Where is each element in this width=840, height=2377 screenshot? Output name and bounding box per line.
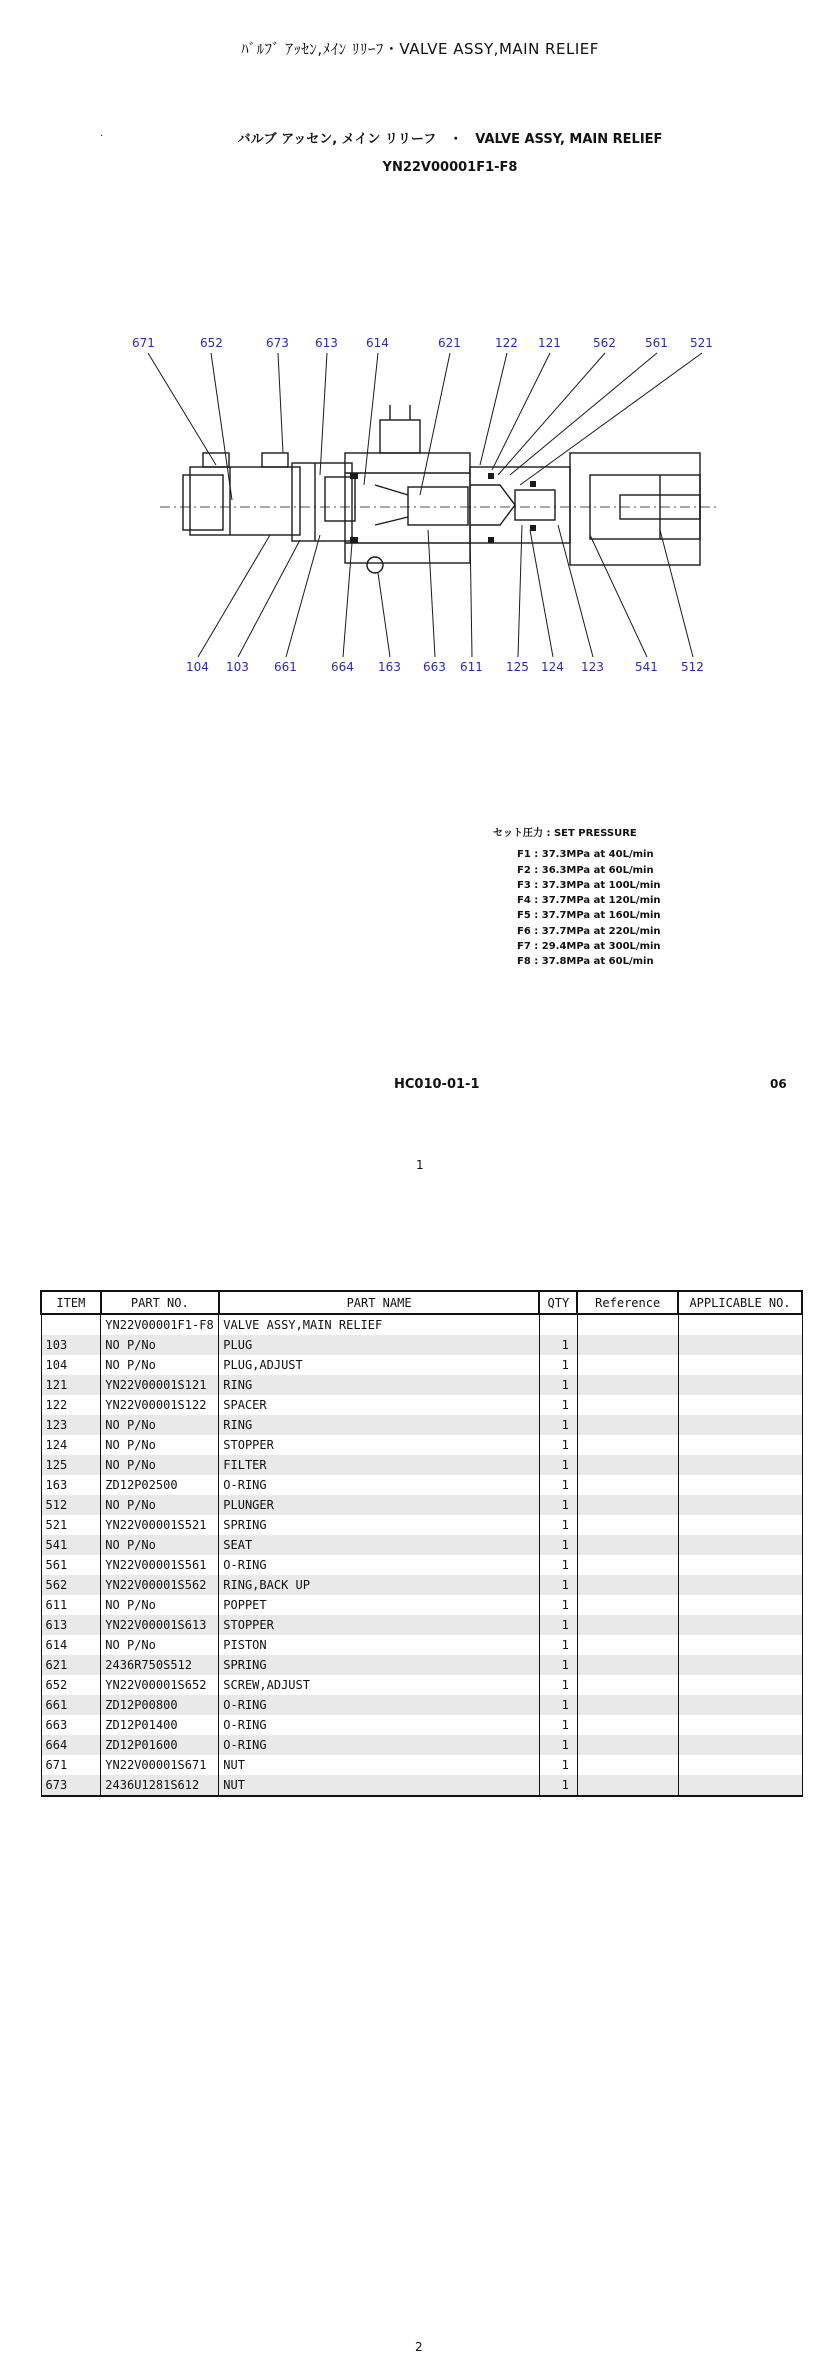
cell-part-name: STOPPER xyxy=(219,1435,540,1455)
cell-applicable-no xyxy=(678,1395,802,1415)
table-row xyxy=(41,1515,802,1535)
cell-qty: 1 xyxy=(539,1535,577,1555)
cell-reference xyxy=(577,1455,678,1475)
cell-part-no: ZD12P02500 xyxy=(101,1475,219,1495)
cell-part-name: SPRING xyxy=(219,1655,540,1675)
table-row xyxy=(41,1735,802,1755)
cell-reference xyxy=(577,1635,678,1655)
cell-part-no: 2436R750S512 xyxy=(101,1655,219,1675)
cell-part-name: O-RING xyxy=(219,1475,540,1495)
cell-item: 652 xyxy=(41,1675,101,1695)
cell-applicable-no xyxy=(678,1755,802,1775)
cell-applicable-no xyxy=(678,1475,802,1495)
cell-item: 521 xyxy=(41,1515,101,1535)
cell-reference xyxy=(577,1615,678,1635)
callout-621: 621 xyxy=(438,336,461,350)
cell-part-no: NO P/No xyxy=(101,1455,219,1475)
cell-qty: 1 xyxy=(539,1455,577,1475)
cell-applicable-no xyxy=(678,1695,802,1715)
cell-applicable-no xyxy=(678,1735,802,1755)
cell-part-name: FILTER xyxy=(219,1455,540,1475)
table-row xyxy=(41,1435,802,1455)
cell-reference xyxy=(577,1595,678,1615)
cell-item: 125 xyxy=(41,1455,101,1475)
cell-part-no: NO P/No xyxy=(101,1355,219,1375)
cell-item: 561 xyxy=(41,1555,101,1575)
table-row xyxy=(41,1415,802,1435)
col-header-applicable-no: APPLICABLE NO. xyxy=(678,1291,802,1314)
table-row xyxy=(41,1375,802,1395)
table-row xyxy=(41,1395,802,1415)
cell-qty: 1 xyxy=(539,1395,577,1415)
cell-item: 562 xyxy=(41,1575,101,1595)
callout-673: 673 xyxy=(266,336,289,350)
cell-qty: 1 xyxy=(539,1675,577,1695)
cell-reference xyxy=(577,1575,678,1595)
cell-item: 103 xyxy=(41,1335,101,1355)
callout-125: 125 xyxy=(506,660,529,674)
col-header-reference: Reference xyxy=(577,1291,678,1314)
cell-reference xyxy=(577,1495,678,1515)
cell-part-name: SPACER xyxy=(219,1395,540,1415)
callout-103: 103 xyxy=(226,660,249,674)
cell-applicable-no xyxy=(678,1355,802,1375)
table-row xyxy=(41,1675,802,1695)
table-row xyxy=(41,1335,802,1355)
cell-applicable-no xyxy=(678,1775,802,1796)
callout-652: 652 xyxy=(200,336,223,350)
callout-541: 541 xyxy=(635,660,658,674)
cell-part-no: NO P/No xyxy=(101,1435,219,1455)
cell-qty: 1 xyxy=(539,1775,577,1796)
cell-qty: 1 xyxy=(539,1715,577,1735)
table-row xyxy=(41,1535,802,1555)
cell-applicable-no xyxy=(678,1715,802,1735)
cell-applicable-no xyxy=(678,1615,802,1635)
drawing-code: YN22V00001F1-F8 xyxy=(382,160,518,175)
cell-reference xyxy=(577,1735,678,1755)
cell-applicable-no xyxy=(678,1675,802,1695)
cell-part-no: NO P/No xyxy=(101,1495,219,1515)
cell-part-name: STOPPER xyxy=(219,1615,540,1635)
cell-item: 104 xyxy=(41,1355,101,1375)
cell-applicable-no xyxy=(678,1515,802,1535)
callout-512: 512 xyxy=(681,660,704,674)
page-number-top: 1 xyxy=(416,1158,424,1172)
table-row xyxy=(41,1715,802,1735)
cell-qty: 1 xyxy=(539,1615,577,1635)
cell-qty: 1 xyxy=(539,1475,577,1495)
cell-part-no: ZD12P00800 xyxy=(101,1695,219,1715)
cell-item: 123 xyxy=(41,1415,101,1435)
callout-124: 124 xyxy=(541,660,564,674)
table-row xyxy=(41,1555,802,1575)
cell-reference xyxy=(577,1755,678,1775)
callout-521: 521 xyxy=(690,336,713,350)
cell-reference xyxy=(577,1375,678,1395)
cell-item: 121 xyxy=(41,1375,101,1395)
callout-614: 614 xyxy=(366,336,389,350)
callout-562: 562 xyxy=(593,336,616,350)
drawing-mark: . xyxy=(100,128,104,139)
cell-qty: 1 xyxy=(539,1335,577,1355)
cell-part-name: NUT xyxy=(219,1755,540,1775)
set-pressure-legend xyxy=(493,826,661,970)
set-pressure-item: F5 : 37.7MPa at 160L/min xyxy=(517,910,661,922)
cell-part-no: YN22V00001S562 xyxy=(101,1575,219,1595)
cell-reference xyxy=(577,1555,678,1575)
cell-applicable-no xyxy=(678,1375,802,1395)
cell-part-name: O-RING xyxy=(219,1715,540,1735)
cell-applicable-no xyxy=(678,1635,802,1655)
cell-part-name: VALVE ASSY,MAIN RELIEF xyxy=(219,1314,540,1335)
cell-applicable-no xyxy=(678,1314,802,1335)
cell-part-no: YN22V00001S561 xyxy=(101,1555,219,1575)
cell-applicable-no xyxy=(678,1415,802,1435)
cell-part-name: SPRING xyxy=(219,1515,540,1535)
cell-part-name: SCREW,ADJUST xyxy=(219,1675,540,1695)
callout-561: 561 xyxy=(645,336,668,350)
cell-part-name: PLUG xyxy=(219,1335,540,1355)
cell-part-no: YN22V00001S652 xyxy=(101,1675,219,1695)
cell-reference xyxy=(577,1355,678,1375)
table-row xyxy=(41,1615,802,1635)
cell-part-no: NO P/No xyxy=(101,1535,219,1555)
callout-664: 664 xyxy=(331,660,354,674)
set-pressure-item: F1 : 37.3MPa at 40L/min xyxy=(517,849,654,861)
drawing-title: バルブ アッセン, メイン リリーフ ・ VALVE ASSY, MAIN RELIEF xyxy=(237,132,663,147)
cell-part-name: RING xyxy=(219,1375,540,1395)
cell-applicable-no xyxy=(678,1435,802,1455)
callout-663: 663 xyxy=(423,660,446,674)
set-pressure-item: F7 : 29.4MPa at 300L/min xyxy=(517,941,661,953)
cell-part-no: ZD12P01400 xyxy=(101,1715,219,1735)
cell-reference xyxy=(577,1715,678,1735)
parts-list-table xyxy=(40,1290,803,1797)
cell-qty: 1 xyxy=(539,1755,577,1775)
cell-reference xyxy=(577,1314,678,1335)
cell-item: 124 xyxy=(41,1435,101,1455)
cell-qty: 1 xyxy=(539,1695,577,1715)
cell-item: 122 xyxy=(41,1395,101,1415)
cell-part-name: RING,BACK UP xyxy=(219,1575,540,1595)
cell-item: 613 xyxy=(41,1615,101,1635)
cell-qty: 1 xyxy=(539,1415,577,1435)
cell-item: 611 xyxy=(41,1595,101,1615)
cell-qty: 1 xyxy=(539,1555,577,1575)
cell-item xyxy=(41,1314,101,1335)
cell-qty: 1 xyxy=(539,1735,577,1755)
cell-part-name: O-RING xyxy=(219,1695,540,1715)
cell-applicable-no xyxy=(678,1535,802,1555)
cell-item: 541 xyxy=(41,1535,101,1555)
cell-reference xyxy=(577,1335,678,1355)
table-row xyxy=(41,1655,802,1675)
cell-part-name: PLUG,ADJUST xyxy=(219,1355,540,1375)
cell-reference xyxy=(577,1695,678,1715)
cell-part-name: O-RING xyxy=(219,1735,540,1755)
cell-part-name: SEAT xyxy=(219,1535,540,1555)
cell-applicable-no xyxy=(678,1455,802,1475)
cell-part-no: NO P/No xyxy=(101,1335,219,1355)
table-row xyxy=(41,1475,802,1495)
cell-part-name: NUT xyxy=(219,1775,540,1796)
cell-item: 614 xyxy=(41,1635,101,1655)
cell-part-name: PLUNGER xyxy=(219,1495,540,1515)
col-header-item: ITEM xyxy=(41,1291,101,1314)
cell-reference xyxy=(577,1415,678,1435)
cell-qty: 1 xyxy=(539,1575,577,1595)
col-header-part-name: PART NAME xyxy=(219,1291,540,1314)
valve-cross-section-drawing xyxy=(120,325,720,675)
cell-qty: 1 xyxy=(539,1635,577,1655)
cell-reference xyxy=(577,1435,678,1455)
callout-122: 122 xyxy=(495,336,518,350)
table-row xyxy=(41,1695,802,1715)
cell-qty: 1 xyxy=(539,1515,577,1535)
cell-applicable-no xyxy=(678,1555,802,1575)
cell-part-no: NO P/No xyxy=(101,1635,219,1655)
cell-applicable-no xyxy=(678,1575,802,1595)
cell-qty: 1 xyxy=(539,1495,577,1515)
callout-121: 121 xyxy=(538,336,561,350)
table-row xyxy=(41,1314,802,1335)
cell-item: 671 xyxy=(41,1755,101,1775)
col-header-qty: QTY xyxy=(539,1291,577,1314)
cell-qty: 1 xyxy=(539,1355,577,1375)
callout-104: 104 xyxy=(186,660,209,674)
callout-613: 613 xyxy=(315,336,338,350)
sheet-number: 06 xyxy=(770,1077,787,1091)
cell-item: 661 xyxy=(41,1695,101,1715)
drawing-number: HC010-01-1 xyxy=(394,1077,480,1092)
cell-part-no: YN22V00001F1-F8 xyxy=(101,1314,219,1335)
cell-reference xyxy=(577,1535,678,1555)
col-header-part-no: PART NO. xyxy=(101,1291,219,1314)
set-pressure-heading: セット圧力 : SET PRESSURE xyxy=(493,828,637,839)
set-pressure-list xyxy=(493,847,661,969)
set-pressure-item: F6 : 37.7MPa at 220L/min xyxy=(517,925,661,937)
cell-item: 673 xyxy=(41,1775,101,1796)
cell-part-name: POPPET xyxy=(219,1595,540,1615)
set-pressure-item: F8 : 37.8MPa at 60L/min xyxy=(517,956,654,968)
table-row xyxy=(41,1495,802,1515)
callout-611: 611 xyxy=(460,660,483,674)
table-header-row xyxy=(41,1291,802,1314)
cell-part-no: YN22V00001S613 xyxy=(101,1615,219,1635)
cell-reference xyxy=(577,1775,678,1796)
callout-163: 163 xyxy=(378,660,401,674)
table-row xyxy=(41,1595,802,1615)
page-number-bottom: 2 xyxy=(415,2340,423,2354)
set-pressure-item: F4 : 37.7MPa at 120L/min xyxy=(517,895,661,907)
table-row xyxy=(41,1575,802,1595)
cell-applicable-no xyxy=(678,1655,802,1675)
cell-reference xyxy=(577,1675,678,1695)
cell-reference xyxy=(577,1655,678,1675)
callout-671: 671 xyxy=(132,336,155,350)
cell-item: 621 xyxy=(41,1655,101,1675)
table-row xyxy=(41,1755,802,1775)
cell-part-no: YN22V00001S121 xyxy=(101,1375,219,1395)
set-pressure-item: F3 : 37.3MPa at 100L/min xyxy=(517,879,661,891)
cell-qty: 1 xyxy=(539,1375,577,1395)
cell-part-name: RING xyxy=(219,1415,540,1435)
cell-item: 512 xyxy=(41,1495,101,1515)
cell-qty: 1 xyxy=(539,1595,577,1615)
cell-reference xyxy=(577,1395,678,1415)
table-row xyxy=(41,1455,802,1475)
cell-applicable-no xyxy=(678,1595,802,1615)
parts-list-body xyxy=(41,1314,802,1796)
set-pressure-item: F2 : 36.3MPa at 60L/min xyxy=(517,864,654,876)
cell-qty xyxy=(539,1314,577,1335)
cell-applicable-no xyxy=(678,1495,802,1515)
cell-part-name: O-RING xyxy=(219,1555,540,1575)
table-row xyxy=(41,1775,802,1796)
cell-item: 664 xyxy=(41,1735,101,1755)
cell-part-no: ZD12P01600 xyxy=(101,1735,219,1755)
cell-applicable-no xyxy=(678,1335,802,1355)
table-row xyxy=(41,1355,802,1375)
cell-part-no: YN22V00001S521 xyxy=(101,1515,219,1535)
cell-part-no: 2436U1281S612 xyxy=(101,1775,219,1796)
cell-item: 163 xyxy=(41,1475,101,1495)
cell-reference xyxy=(577,1475,678,1495)
cell-part-no: YN22V00001S671 xyxy=(101,1755,219,1775)
cell-part-no: NO P/No xyxy=(101,1595,219,1615)
table-row xyxy=(41,1635,802,1655)
cell-part-no: YN22V00001S122 xyxy=(101,1395,219,1415)
cell-part-name: PISTON xyxy=(219,1635,540,1655)
cell-qty: 1 xyxy=(539,1435,577,1455)
cell-item: 663 xyxy=(41,1715,101,1735)
page-header: ﾊﾞﾙﾌﾞ ｱｯｾﾝ,ﾒｲﾝ ﾘﾘｰﾌ・VALVE ASSY,MAIN RELIEF xyxy=(241,40,599,58)
cell-part-no: NO P/No xyxy=(101,1415,219,1435)
callout-661: 661 xyxy=(274,660,297,674)
cell-qty: 1 xyxy=(539,1655,577,1675)
cell-reference xyxy=(577,1515,678,1535)
callout-123: 123 xyxy=(581,660,604,674)
